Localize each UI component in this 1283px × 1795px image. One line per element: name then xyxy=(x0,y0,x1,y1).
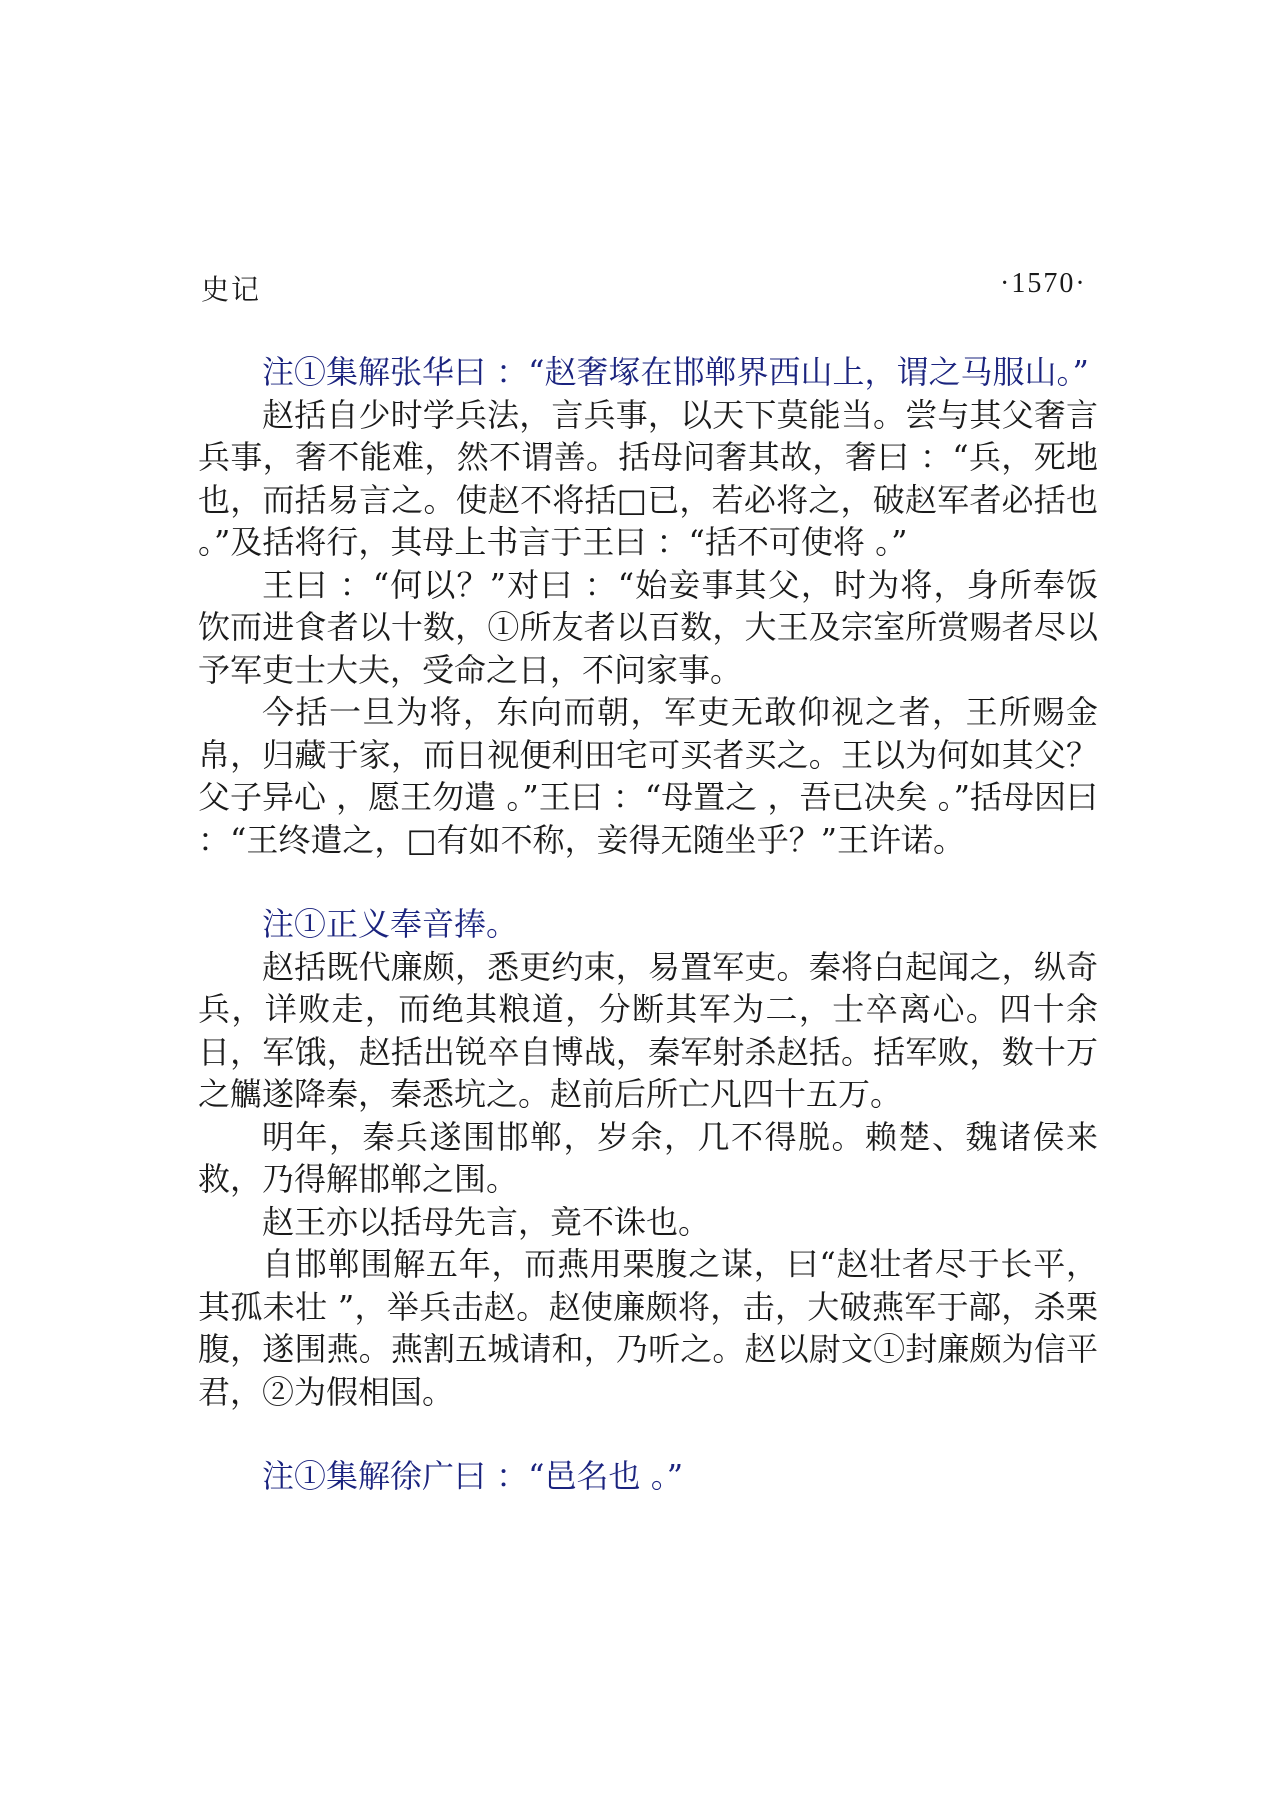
text-paragraph: 王曰 ：“何以？”对曰 ：“始妾事其父，时为将，身所奉饭饮而进食者以十数，①所友者以百数，大王及宗室所赏赐者尽以予军吏士大夫，受命之日，不问家事。 xyxy=(198,565,1098,689)
paragraph-gap xyxy=(198,861,1098,903)
text-paragraph: 赵王亦以括母先言，竟不诛也。 xyxy=(262,1202,711,1241)
annotation-note: 注①正义奉音捧。 xyxy=(262,905,519,943)
page-number: ·1570· xyxy=(1000,268,1087,299)
annotation-note: 注①集解张华曰 ：“赵奢塚在邯郸界西山上，谓之马服山。” xyxy=(262,353,1089,391)
text-paragraph: 赵括既代廉颇，悉更约束，易置军吏。秦将白起闻之，纵奇兵，详败走，而绝其粮道，分断其军为二，士卒离心。四十余日，军饿，赵括出锐卒自博战，秦军射杀赵括。括军败，数十万之觽遂降秦，秦悉坑之。赵前后所亡凡四十五万。 xyxy=(198,947,1098,1113)
book-title: 史记 xyxy=(201,273,262,306)
text-paragraph: 自邯郸围解五年，而燕用栗腹之谋，曰“赵壮者尽于长平，其孤未壮 ”，举兵击赵。赵使廉颇将，击，大破燕军于鄗，杀栗腹，遂围燕。燕割五城请和，乃听之。赵以尉文①封廉颇为信平君，②为假相国。 xyxy=(198,1245,1098,1411)
text-paragraph: 今括一旦为将，东向而朝，军吏无敢仰视之者，王所赐金帛，归藏于家，而日视便利田宅可买者买之。王以为何如其父？父子异心 ，愿王勿遣 。”王曰 ：“母置之 ，吾已决矣 。”括母因曰 ：“王终遣之，□有如不称，妾得无随坐乎？”王许诺。 xyxy=(198,693,1098,859)
page-content xyxy=(198,351,1098,1498)
annotation-note: 注①集解徐广曰 ：“邑名也 。” xyxy=(262,1457,684,1495)
text-paragraph: 赵括自少时学兵法，言兵事，以天下莫能当。尝与其父奢言兵事，奢不能难，然不谓善。括母问奢其故，奢曰 ：“兵，死地也，而括易言之。使赵不将括□已，若必将之，破赵军者必括也 。”及括将行，其母上书言于王曰 ：“括不可使将 。” xyxy=(198,395,1098,561)
text-paragraph: 明年，秦兵遂围邯郸，岁余，几不得脱。赖楚、魏诸侯来救，乃得解邯郸之围。 xyxy=(198,1117,1098,1198)
paragraph-gap xyxy=(198,1413,1098,1455)
